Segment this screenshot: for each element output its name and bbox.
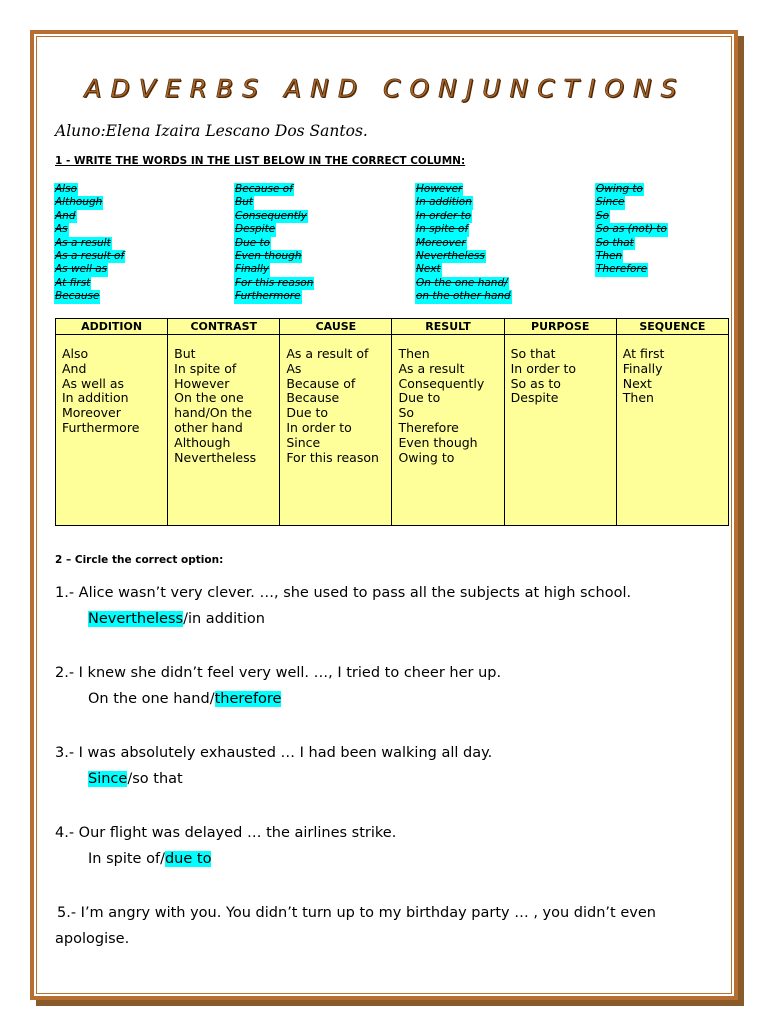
word-list-column-3 [415,183,512,304]
exercise-item-5 [55,900,715,952]
cell-word: As a result [398,360,465,376]
cell-word: In order to [510,360,577,376]
cell-word: However [174,375,230,391]
word-item: Due to [235,236,271,249]
cell-word: Because of [286,375,356,391]
cell-word: At first [622,346,665,361]
word-item: However [416,183,463,195]
cell-word: On the one [174,390,244,406]
exercise-1-heading: 1 - WRITE THE WORDS IN THE LIST BELOW IN THE CORRECT COLUMN: [55,155,466,167]
cell-word: other hand [174,419,243,435]
cell-word: Finally [622,360,663,376]
word-item: Then [596,250,623,263]
word-item: As [55,223,68,236]
cell-word: In spite of [174,360,237,376]
cell-word: Owing to [398,449,455,465]
header-sequence: SEQUENCE [616,319,728,335]
cell-word: Although [174,434,231,450]
cell-purpose [504,335,616,526]
word-item: On the one hand/ [416,276,508,289]
option-b[interactable]: due to [164,851,212,867]
sentence-text: 5.- I’m angry with you. You didn’t turn up to my birthday party … , you didn’t even apologise. [55,905,656,947]
option-a[interactable]: On the one hand [88,691,210,707]
options [55,686,735,712]
word-item: So that [596,236,634,249]
word-item: on the other hand [416,290,511,303]
cell-word: Moreover [62,405,121,421]
word-item: In spite of [416,223,469,236]
table-header-row [56,319,729,335]
word-item: Therefore [596,263,648,276]
word-item: As well as [55,263,108,276]
word-item: Finally [235,263,270,276]
cell-word: So that [510,346,556,361]
cell-word: Even though [398,434,478,450]
exercise-item-3 [55,740,735,792]
cell-word: As well as [62,375,125,391]
options [55,846,735,872]
exercise-item-4 [55,820,735,872]
cell-word: As a result of [286,346,369,361]
option-a[interactable]: In spite of [88,851,161,867]
table-row [56,335,729,526]
word-item: Furthermore [235,290,301,303]
classification-table [55,318,729,526]
options [55,766,735,792]
word-item: Although [55,196,103,209]
word-item: In order to [416,209,472,222]
word-item: Even though [235,250,302,263]
word-item: Moreover [416,236,466,249]
cell-word: Also [62,346,89,361]
word-item: Nevertheless [416,250,485,263]
sentence-text: 1.- Alice wasn’t very clever. …, she used to pass all the subjects at high school. [55,585,632,601]
cell-result [392,335,504,526]
option-a[interactable]: Nevertheless [88,611,184,627]
cell-word: In order to [286,419,352,435]
sentence-text: 4.- Our flight was delayed … the airlines strike. [55,825,397,841]
cell-word: Nevertheless [174,449,257,465]
word-item: As a result of [55,250,125,263]
separator: / [127,771,133,787]
header-cause: CAUSE [280,319,392,335]
header-result: RESULT [392,319,504,335]
word-list-column-2 [234,183,314,304]
cell-word: Consequently [398,375,485,391]
word-item: At first [55,276,91,289]
cell-word: Then [622,390,654,406]
exercise-item-1 [55,580,735,632]
separator: / [183,611,188,627]
word-list-column-4 [595,183,668,277]
word-item: Owing to [596,183,643,195]
header-addition: ADDITION [56,319,168,335]
separator: / [209,691,215,707]
word-item: Also [55,183,77,195]
sentence-text: 3.- I was absolutely exhausted … I had been walking all day. [55,745,493,761]
option-b[interactable]: so that [132,771,183,787]
option-b[interactable]: in addition [187,611,265,627]
cell-word: For this reason [286,449,379,465]
cell-word: hand/On the [174,405,253,421]
cell-word: Due to [398,390,441,406]
word-item: Consequently [235,209,308,222]
cell-word: So [398,405,415,421]
word-item: For this reason [235,276,314,289]
word-item: Because [55,290,100,303]
cell-addition [56,335,168,526]
cell-word: Due to [286,405,329,421]
student-name: Aluno:Elena Izaira Lescano Dos Santos. [55,122,368,140]
header-purpose: PURPOSE [504,319,616,335]
cell-sequence [616,335,728,526]
option-b[interactable]: therefore [214,691,282,707]
cell-word: And [62,360,87,376]
word-item: But [235,196,253,209]
cell-word: So as to [510,375,561,391]
word-item: Because of [235,183,293,195]
separator: / [160,851,165,867]
exercise-item-2 [55,660,735,712]
cell-word: Since [286,434,321,450]
header-contrast: CONTRAST [168,319,280,335]
sentence-text: 2.- I knew she didn’t feel very well. …, I tried to cheer her up. [55,665,502,681]
cell-word: Because [286,390,340,406]
cell-word: Furthermore [62,419,140,435]
options [55,606,735,632]
cell-word: As [286,360,302,376]
word-item: Despite [235,223,276,236]
word-item: In addition [416,196,472,209]
cell-word: Despite [510,390,559,406]
option-a[interactable]: Since [88,771,128,787]
word-item: As a result [55,236,111,249]
cell-contrast [168,335,280,526]
exercise-2-heading: 2 – Circle the correct option: [55,554,224,566]
cell-cause [280,335,392,526]
word-item: And [55,209,76,222]
word-item: Next [416,263,441,276]
cell-word: But [174,346,196,361]
cell-word: Therefore [398,419,459,435]
page-title: ADVERBS AND CONJUNCTIONS [84,74,686,103]
word-item: Since [596,196,625,209]
word-list-column-1 [54,183,125,304]
word-item: So as (not) to [596,223,667,236]
cell-word: Next [622,375,652,391]
word-item: So [596,209,610,222]
cell-word: Then [398,346,430,361]
cell-word: In addition [62,390,129,406]
